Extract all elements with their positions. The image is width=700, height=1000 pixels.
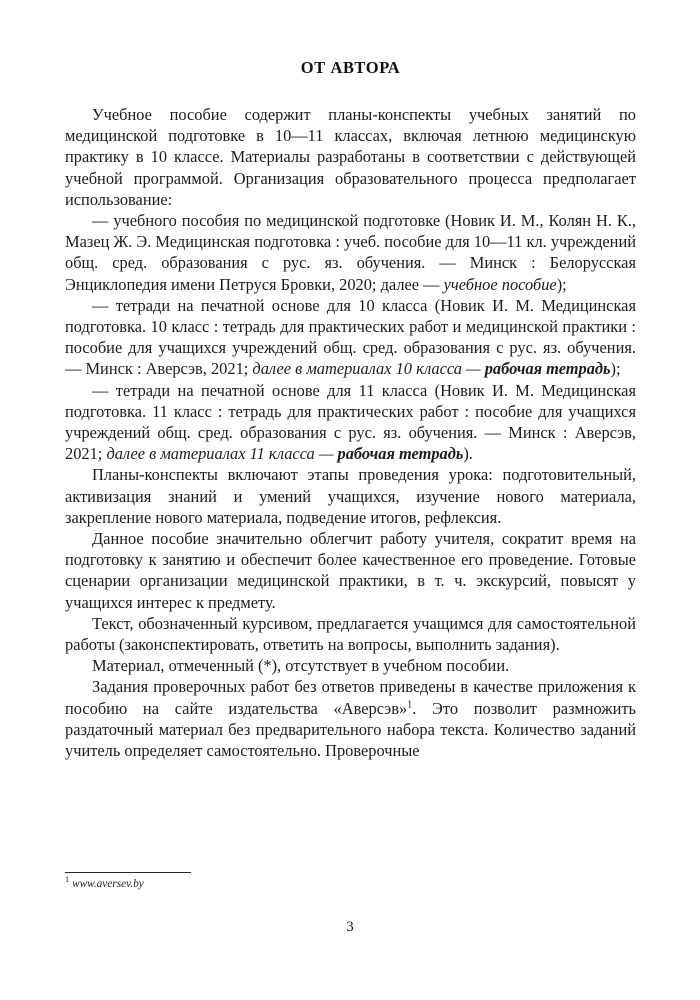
- text-run-regular: . Это позволит размножить раздаточный материал без предварительного набора текста. Количество заданий учитель определяет самостоятельно. Проверочные: [65, 698, 636, 761]
- paragraph-tests-note: [65, 676, 636, 761]
- footnote-url: www.aversev.by: [72, 878, 144, 890]
- text-run-regular: — тетради на печатной основе для 11 класса (Новик И. М. Медицинская подготовка. 11 класс : тетрадь для практических работ : пособие для учащихся учреждений общ. сред. образования с рус. яз. обучения. — Минск : Аверсэв, 2021;: [65, 380, 636, 464]
- page-content: [65, 58, 636, 761]
- paragraph-asterisk-note: [65, 655, 636, 676]
- text-run-italic: далее в материалах 10 класса —: [252, 359, 485, 379]
- footnote-area: [65, 872, 636, 891]
- text-run-regular: Материал, отмеченный (*), отсутствует в учебном пособии.: [92, 656, 510, 676]
- text-run-regular: Текст, обозначенный курсивом, предлагается учащимся для самостоятельной работы (законспектировать, ответить на вопросы, выполнить задания).: [65, 613, 636, 655]
- text-run-regular: Планы-конспекты включают этапы проведения урока: подготовительный, активизация знаний и умений учащихся, изучение нового материала, закрепление нового материала, подведение итогов, рефлексия.: [65, 465, 636, 527]
- paragraph-item-tetrad-11: [65, 380, 636, 465]
- paragraph-item-tetrad-10: [65, 295, 636, 380]
- footnote-marker: 1: [65, 875, 70, 885]
- text-run-regular: );: [556, 274, 567, 294]
- text-run-regular: Учебное пособие содержит планы-конспекты учебных занятий по медицинской подготовке в 10—11 классах, включая летнюю медицинскую практику в 10 классе. Материалы разработаны в соответствии с действующей учебной программой. Организация образовательного процесса предполагает использование:: [65, 105, 636, 209]
- text-run-regular: );: [610, 359, 621, 379]
- text-run-italic: учебное пособие: [443, 274, 557, 294]
- footnote-entry: [65, 877, 636, 891]
- paragraph-benefits: [65, 528, 636, 613]
- page-number: 3: [346, 919, 354, 935]
- text-run-regular: Задания проверочных работ без ответов приведены в качестве приложения к пособию на сайте издательства «Аверсэв»: [65, 677, 636, 718]
- text-run-regular: — учебного пособия по медицинской подготовке (Новик И. М., Колян Н. К., Мазец Ж. Э. Медицинская подготовка : учеб. пособие для 10—11 кл. учреждений общ. сред. образования с рус. яз. обучения. — Минск : Белорусская Энциклопедия имени Петруся Бровки, 2020; далее —: [65, 211, 636, 294]
- paragraph-italic-note: [65, 613, 636, 655]
- paragraph-item-uchebnoe-posobie: [65, 210, 636, 295]
- text-run-regular: ).: [463, 444, 473, 464]
- body-text-block: [65, 104, 636, 761]
- text-run-regular: — тетради на печатной основе для 10 класса (Новик И. М. Медицинская подготовка. 10 класс : тетрадь для практических работ и медицинской практики : пособие для учащихся учреждений общ. сред. образования с рус. яз. обучения. — Минск : Аверсэв, 2021;: [65, 295, 636, 379]
- paragraph-intro: [65, 104, 636, 210]
- footnote-separator-rule: [65, 872, 191, 873]
- text-run-italic: далее в материалах 11 класса —: [106, 444, 338, 464]
- text-run-bold-italic: рабочая тетрадь: [337, 444, 464, 464]
- text-run-bold-italic: рабочая тетрадь: [484, 359, 611, 379]
- page-title: ОТ АВТОРА: [300, 58, 401, 77]
- paragraph-plans: [65, 464, 636, 528]
- footnote-reference: 1: [407, 699, 413, 711]
- text-run-regular: Данное пособие значительно облегчит работу учителя, сократит время на подготовку к занятию и обеспечит более качественное его проведение. Готовые сценарии организации медицинской практики, в т. ч. экскурсий, повысят у учащихся интерес к предмету.: [65, 529, 636, 612]
